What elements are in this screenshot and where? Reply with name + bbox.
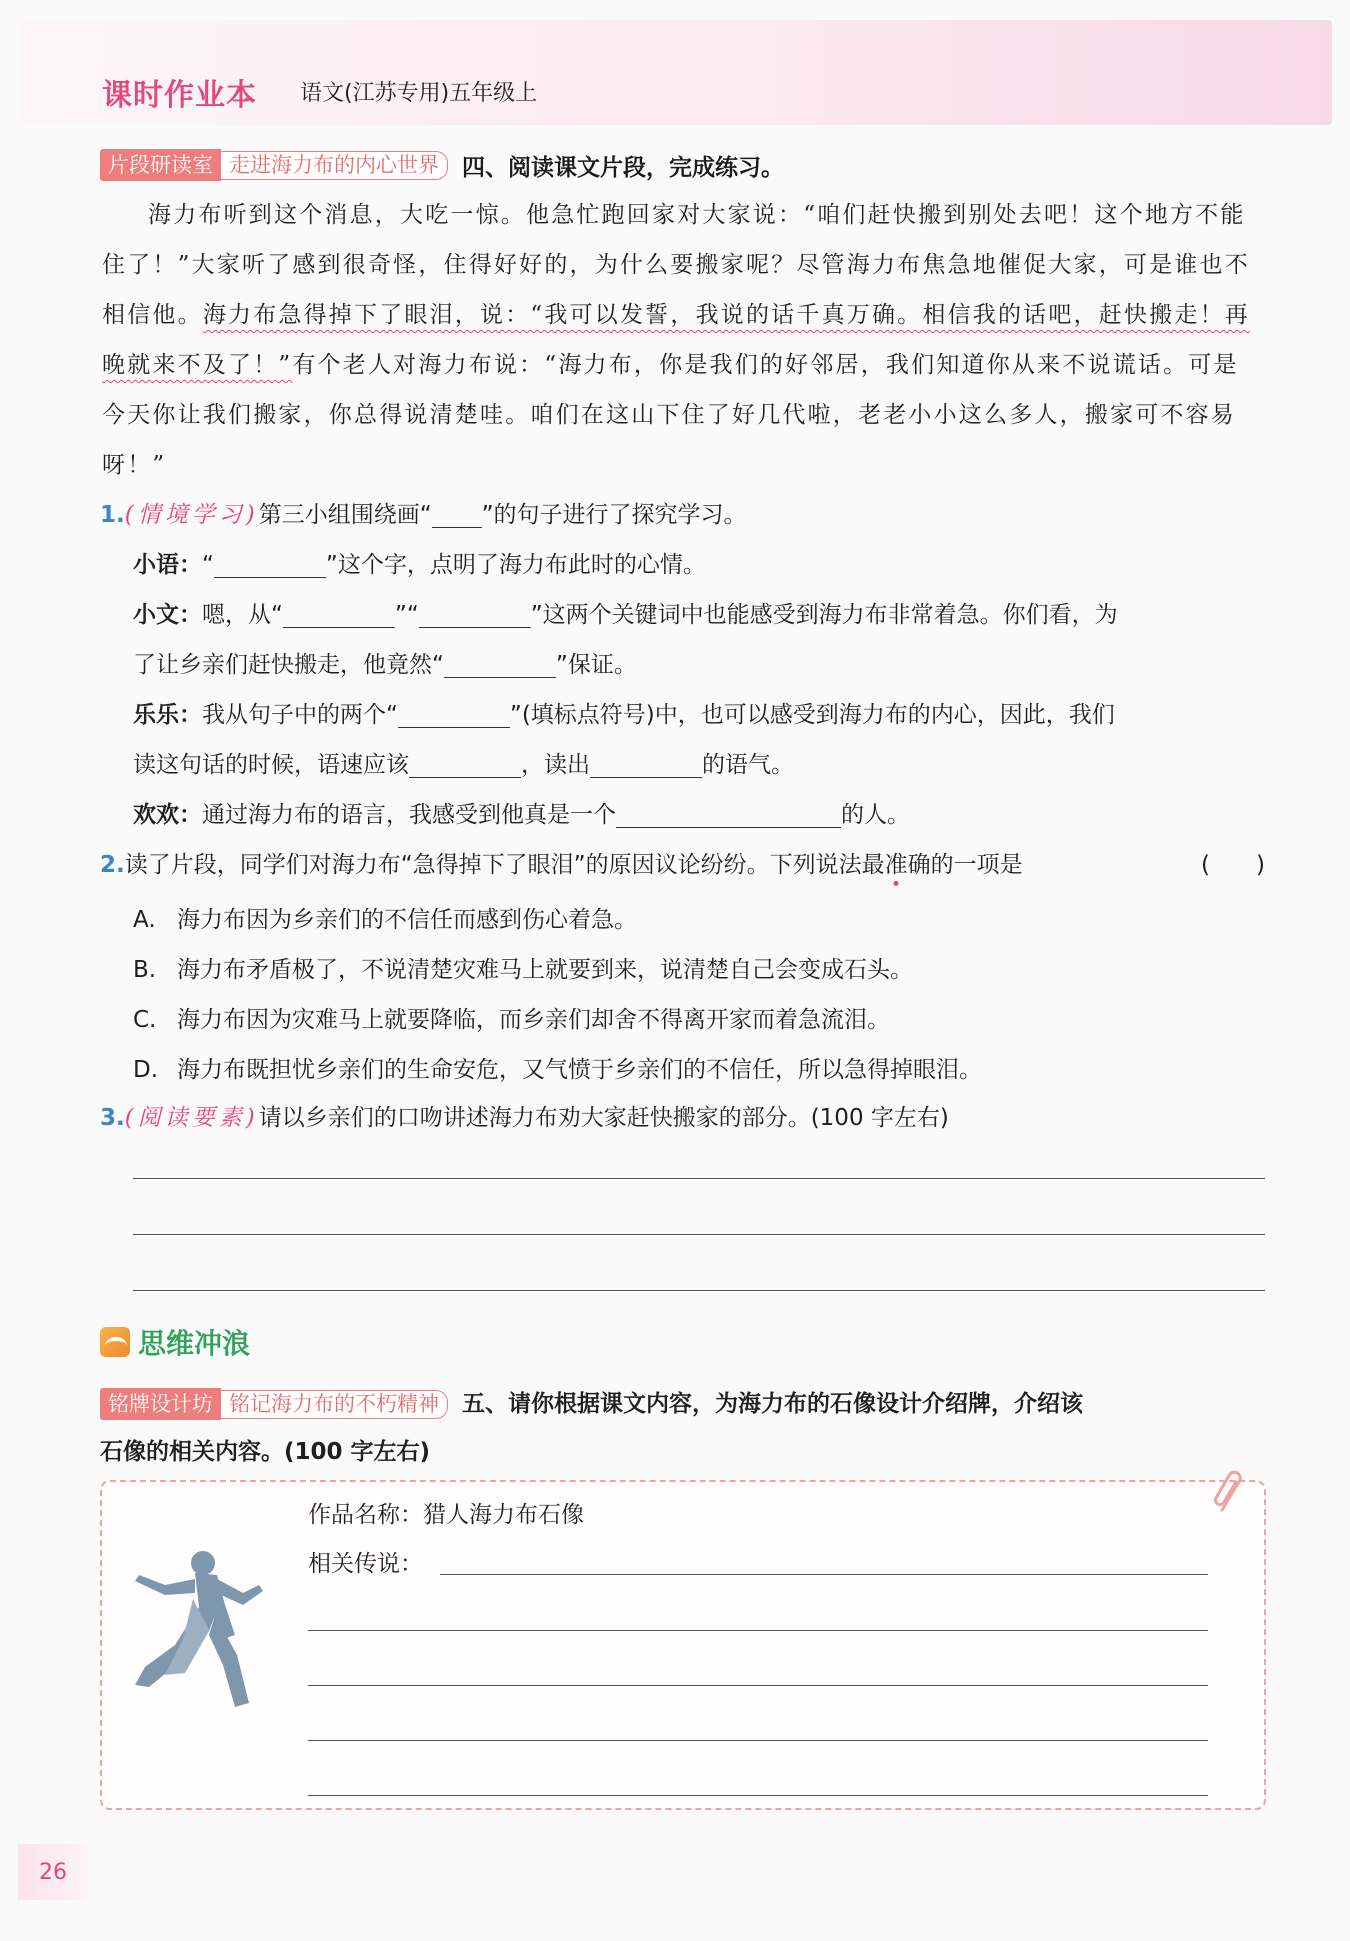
option-b-letter: B. [133,957,157,983]
lele-b: ”(填标点符号)中，也可以感受到海力布的内心，因此，我们 [509,702,1115,728]
xiaoyu-blank[interactable] [214,547,326,578]
card-work-name: 作品名称：猎人海力布石像 [308,1502,584,1528]
q3-number: 3. [100,1105,125,1131]
card-line-2[interactable] [308,1630,1208,1631]
q1-stem-a: 第三小组围绕画“ [258,502,432,528]
q3-tag: (阅读要素) [124,1105,259,1131]
option-c-letter: C. [133,1007,157,1033]
xiaowen-blank-1[interactable] [283,597,395,628]
lele-blank-1[interactable] [398,697,510,728]
q1-number: 1. [100,502,125,528]
q2-number: 2. [100,852,125,878]
page-number: 26 [18,1844,88,1900]
passage-part-1: 海力布听到这个消息，大吃一惊。他急忙跑回家对大家说：“咱们赶快搬到别处去吧！这个地方不能住了！”大家听了感到很奇怪，住得好好的，为什么要搬家呢？尽管海力布焦急地催促大家，可是谁也不相信他。 [102,202,1250,328]
q2-stem-b: 的一项是 [930,852,1023,878]
option-d-text: 海力布既担忧乡亲们的生命安危，又气愤于乡亲们的不信任，所以急得掉眼泪。 [177,1057,982,1083]
hunter-statue-figure [125,1535,285,1725]
question-2 [100,840,1265,890]
paperclip-icon [1212,1470,1248,1516]
q2-options [133,895,982,1095]
option-a-text: 海力布因为乡亲们的不信任而感到伤心着急。 [177,907,637,933]
passage-part-2: 有个老人对海力布说：“海力布，你是我们的好邻居，我们知道你从来不说谎话。可是今天你让我们搬家，你总得说清楚哇。咱们在这山下住了好几代啦，老老小小这么多人，搬家可不容易呀！” [102,352,1239,478]
q2-emph-text: 最准确 [861,852,931,878]
section5-tag-b: 铭记海力布的不朽精神 [221,1390,448,1419]
xiaowen-e: ”保证。 [555,652,637,678]
brand-title: 课时作业本 [102,78,257,113]
xiaowen-a: 嗯，从“ [202,602,283,628]
question-3 [100,1093,1265,1143]
answer-line-3[interactable] [133,1290,1265,1291]
section4-tag-a: 片段研读室 [100,149,221,181]
option-b[interactable] [133,945,982,995]
card-legend-label: 相关传说： [308,1551,423,1577]
huanhuan-a: 通过海力布的语言，我感受到他真是一个 [202,802,616,828]
huanhuan-b: 的人。 [841,802,910,828]
subject-label: 语文(江苏专用)五年级上 [300,81,538,106]
q1-stem-b: ”的句子进行了探究学习。 [481,502,747,528]
xiaoyu-a: “ [202,552,214,578]
option-b-text: 海力布矛盾极了，不说清楚灾难马上就要到来，说清楚自己会变成石头。 [177,957,913,983]
section5 [100,1380,1268,1476]
speaker-huanhuan: 欢欢： [133,802,202,828]
option-a-letter: A. [133,907,156,933]
dialog-xiaowen-2 [133,640,1268,690]
xiaowen-d: 了让乡亲们赶快搬走，他竟然“ [133,652,444,678]
section4-tag-row [100,148,784,182]
reading-passage [102,190,1262,490]
xiaowen-b: ”“ [394,602,419,628]
section5-tag-a: 铭牌设计坊 [100,1388,221,1420]
huanhuan-blank[interactable] [616,797,841,828]
option-c[interactable] [133,995,982,1045]
q2-answer-paren[interactable]: ( ) [1201,852,1265,878]
card-line-4[interactable] [308,1740,1208,1741]
section4-tag-b: 走进海力布的内心世界 [221,151,448,180]
question-1 [100,490,1265,540]
section-head [100,1322,250,1362]
answer-line-2[interactable] [133,1234,1265,1235]
section5-tag-row [100,1380,1268,1428]
dialog-xiaoyu [133,540,1268,590]
card-line-1[interactable] [440,1574,1208,1575]
answer-line-1[interactable] [133,1178,1265,1179]
speaker-xiaowen: 小文： [133,602,202,628]
speaker-xiaoyu: 小语： [133,552,202,578]
dialog-lele-2 [133,740,1268,790]
option-d-letter: D. [133,1057,159,1083]
option-c-text: 海力布因为灾难马上就要降临，而乡亲们却舍不得离开家而着急流泪。 [177,1007,890,1033]
xiaowen-blank-3[interactable] [444,647,556,678]
lele-e: 的语气。 [702,752,794,778]
lele-blank-3[interactable] [590,747,702,778]
lele-blank-2[interactable] [409,747,521,778]
passage-wavy-sentence: 海力布急得掉下了眼泪，说：“我可以发誓，我说的话千真万确。相信我的话吧，赶快搬走！再晚就来不及了！” [102,302,1250,378]
card-line-3[interactable] [308,1685,1208,1686]
option-d[interactable] [133,1045,982,1095]
option-a[interactable] [133,895,982,945]
dialog-lele-1 [133,690,1268,740]
q3-stem: 请以乡亲们的口吻讲述海力布劝大家赶快搬家的部分。(100 字左右) [258,1105,949,1131]
dialog-xiaowen-1 [133,590,1268,640]
card-line-5[interactable] [308,1795,1208,1796]
q1-tag: (情境学习) [124,502,259,528]
section5-title-b: 石像的相关内容。(100 字左右) [100,1439,431,1465]
xiaowen-c: ”这两个关键词中也能感受到海力布非常着急。你们看，为 [530,602,1118,628]
lele-d: ，读出 [521,752,590,778]
section-head-text: 思维冲浪 [138,1327,251,1360]
section5-title-a: 五、请你根据课文内容，为海力布的石像设计介绍牌，介绍该 [462,1391,1083,1417]
lele-c: 读这句话的时候，语速应该 [133,752,409,778]
xiaowen-blank-2[interactable] [419,597,531,628]
speaker-lele: 乐乐： [133,702,202,728]
dialog-huanhuan [133,790,1268,840]
section4-title: 四、阅读课文片段，完成练习。 [462,154,784,181]
xiaoyu-b: ”这个字，点明了海力布此时的心情。 [325,552,706,578]
wave-icon [100,1327,130,1357]
q1-blank-mark[interactable] [432,497,482,528]
q2-emphasis [862,852,931,878]
q2-stem-a: 读了片段，同学们对海力布“急得掉下了眼泪”的原因议论纷纷。下列说法 [124,852,862,878]
lele-a: 我从句子中的两个“ [202,702,398,728]
